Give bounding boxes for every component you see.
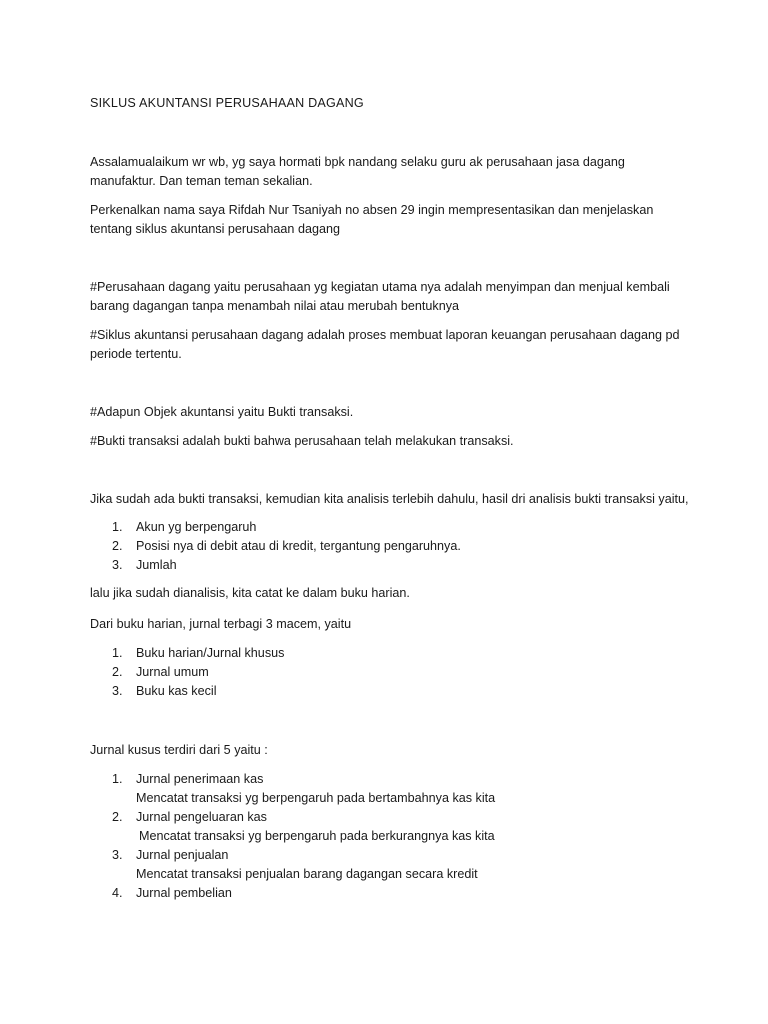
analisis-list xyxy=(90,518,690,575)
list-number: 1. xyxy=(112,646,123,660)
list-number: 2. xyxy=(112,539,123,553)
document-title: SIKLUS AKUNTANSI PERUSAHAAN DAGANG xyxy=(90,96,364,110)
definition-perusahaan-paragraph: #Perusahaan dagang yaitu perusahaan yg kegiatan utama nya adalah menyimpan dan menjual kembali barang dagangan tanpa menambah nilai atau merubah bentuknya xyxy=(90,280,670,313)
list-item-text: Jurnal penerimaan kas xyxy=(136,772,264,786)
list-item-text: Jumlah xyxy=(136,558,177,572)
list-item-text: Buku kas kecil xyxy=(136,684,217,698)
list-item xyxy=(90,770,690,808)
list-item-description: Mencatat transaksi yg berpengaruh pada berkurangnya kas kita xyxy=(139,829,495,843)
list-item-text: Akun yg berpengaruh xyxy=(136,520,257,534)
list-item-text: Jurnal penjualan xyxy=(136,848,229,862)
list-item xyxy=(90,537,690,556)
list-item xyxy=(90,846,690,884)
list-number: 2. xyxy=(112,665,123,679)
list-item xyxy=(90,808,690,846)
document-page xyxy=(90,94,690,903)
list-item xyxy=(90,556,690,575)
jurnal-khusus-list xyxy=(90,770,690,903)
list-number: 4. xyxy=(112,886,123,900)
list-item xyxy=(90,663,690,682)
list-item xyxy=(90,644,690,663)
definition-siklus-paragraph: #Siklus akuntansi perusahaan dagang adalah proses membuat laporan keuangan perusahaan dagang pd periode tertentu. xyxy=(90,328,680,361)
list-item-description: Mencatat transaksi yg berpengaruh pada bertambahnya kas kita xyxy=(136,791,496,805)
list-item-text: Jurnal umum xyxy=(136,665,209,679)
list-number: 1. xyxy=(112,772,123,786)
jurnal-list xyxy=(90,644,690,701)
greeting-paragraph: Assalamualaikum wr wb, yg saya hormati bpk nandang selaku guru ak perusahaan jasa dagang manufaktur. Dan teman teman sekalian. xyxy=(90,155,625,188)
catat-paragraph: lalu jika sudah dianalisis, kita catat ke dalam buku harian. xyxy=(90,586,410,600)
intro-paragraph: Perkenalkan nama saya Rifdah Nur Tsaniyah no absen 29 ingin mempresentasikan dan menjelaskan tentang siklus akuntansi perusahaan dagang xyxy=(90,203,654,236)
jurnal-khusus-paragraph: Jurnal kusus terdiri dari 5 yaitu : xyxy=(90,743,268,757)
list-item xyxy=(90,518,690,537)
list-item-description: Mencatat transaksi penjualan barang dagangan secara kredit xyxy=(136,867,478,881)
list-item xyxy=(90,884,690,903)
list-item-text: Jurnal pembelian xyxy=(136,886,232,900)
list-item-text: Jurnal pengeluaran kas xyxy=(136,810,267,824)
list-number: 3. xyxy=(112,558,123,572)
list-number: 2. xyxy=(112,810,123,824)
list-number: 1. xyxy=(112,520,123,534)
analisis-paragraph: Jika sudah ada bukti transaksi, kemudian kita analisis terlebih dahulu, hasil dri analisis bukti transaksi yaitu, xyxy=(90,492,689,506)
list-number: 3. xyxy=(112,684,123,698)
bukti-paragraph: #Bukti transaksi adalah bukti bahwa perusahaan telah melakukan transaksi. xyxy=(90,434,514,448)
list-item-text: Posisi nya di debit atau di kredit, tergantung pengaruhnya. xyxy=(136,539,461,553)
list-item-text: Buku harian/Jurnal khusus xyxy=(136,646,285,660)
jurnal-terbagi-paragraph: Dari buku harian, jurnal terbagi 3 macem, yaitu xyxy=(90,617,352,631)
list-number: 3. xyxy=(112,848,123,862)
objek-paragraph: #Adapun Objek akuntansi yaitu Bukti transaksi. xyxy=(90,405,354,419)
list-item xyxy=(90,682,690,701)
